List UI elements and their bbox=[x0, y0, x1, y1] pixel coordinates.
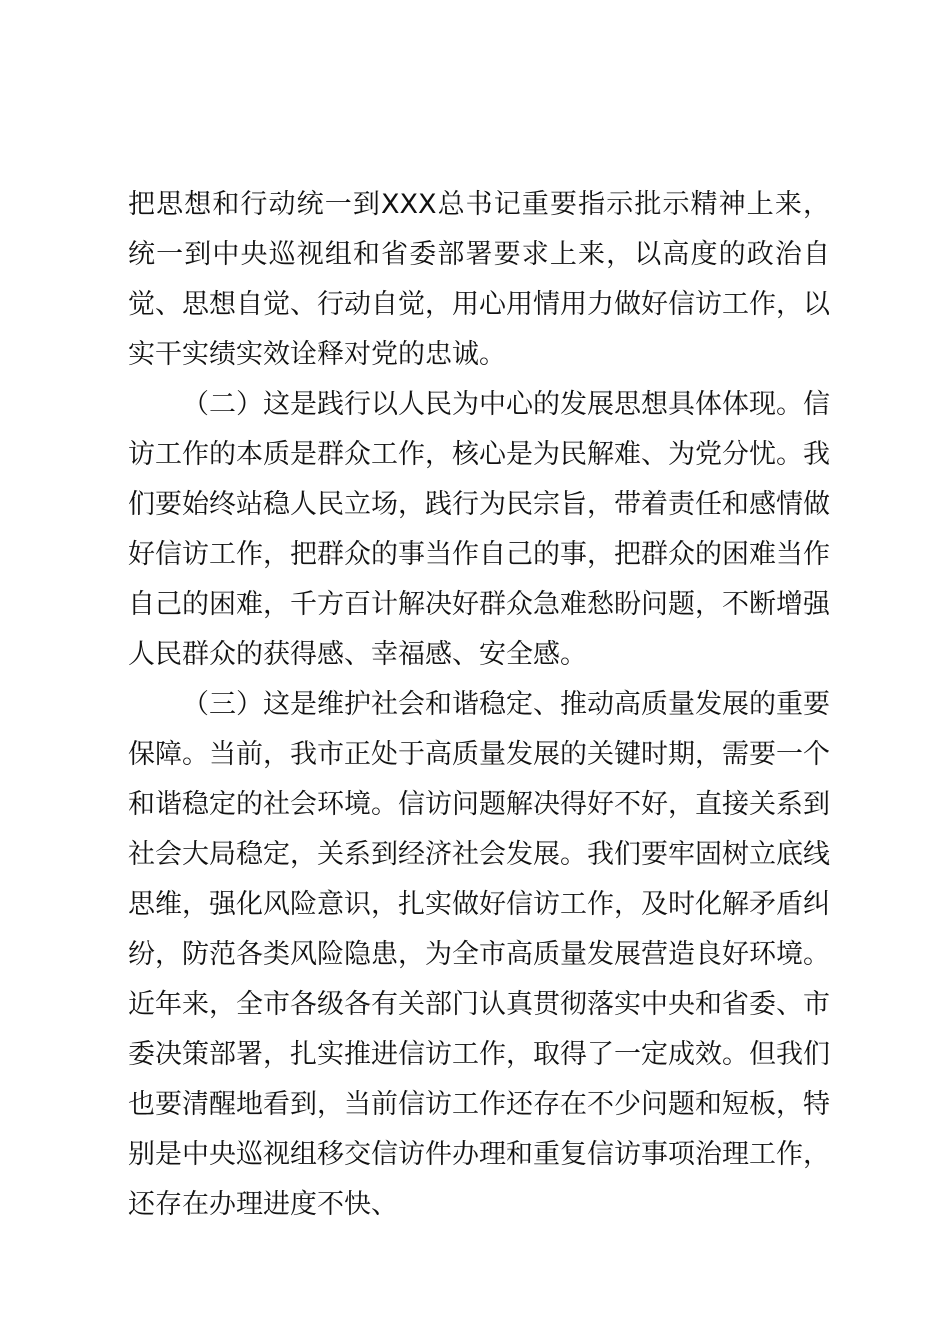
paragraph-continuation: 把思想和行动统一到XXX总书记重要指示批示精神上来，统一到中央巡视组和省委部署要求上来，以高度的政治自觉、思想自觉、行动自觉，用心用情用力做好信访工作，以实干实绩实效诠释对党的忠诚。 bbox=[128, 189, 830, 370]
paragraph-section-two: （二）这是践行以人民为中心的发展思想具体体现。信访工作的本质是群众工作，核心是为民解难、为党分忧。我们要始终站稳人民立场，践行为民宗旨，带着责任和感情做好信访工作，把群众的事当作自己的事，把群众的困难当作自己的困难，千方百计解决好群众急难愁盼问题，不断增强人民群众的获得感、幸福感、安全感。 bbox=[128, 389, 830, 670]
document-body bbox=[128, 180, 830, 1230]
paragraph-section-three: （三）这是维护社会和谐稳定、推动高质量发展的重要保障。当前，我市正处于高质量发展的关键时期，需要一个和谐稳定的社会环境。信访问题解决得好不好，直接关系到社会大局稳定，关系到经济社会发展。我们要牢固树立底线思维，强化风险意识，扎实做好信访工作，及时化解矛盾纠纷，防范各类风险隐患，为全市高质量发展营造良好环境。近年来，全市各级各有关部门认真贯彻落实中央和省委、市委决策部署，扎实推进信访工作，取得了一定成效。但我们也要清醒地看到，当前信访工作还存在不少问题和短板，特别是中央巡视组移交信访件办理和重复信访事项治理工作，还存在办理进度不快、 bbox=[128, 689, 830, 1220]
